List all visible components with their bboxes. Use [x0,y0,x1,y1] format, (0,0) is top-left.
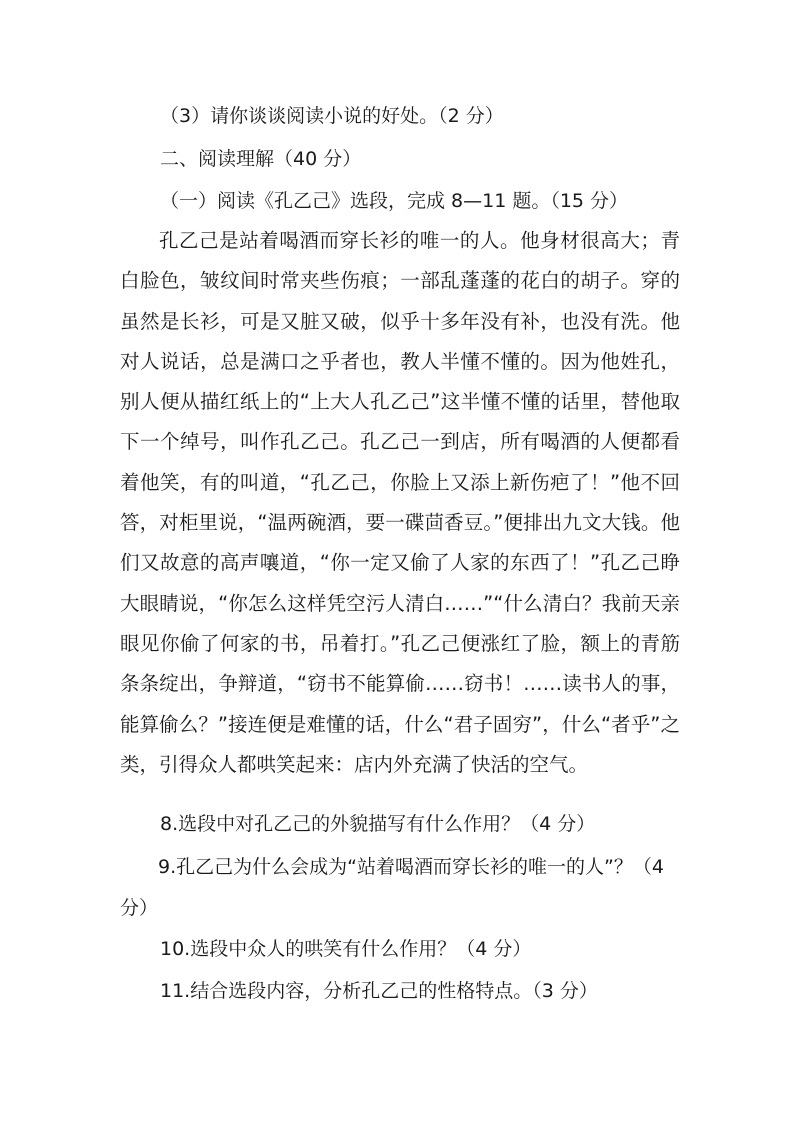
question-9: 9.孔乙己为什么会成为“站着喝酒而穿长衫的唯一的人”？（4 分） [120,856,664,919]
question-3: （3）请你谈谈阅读小说的好处。（2 分） [160,105,504,127]
passage-paragraph: 孔乙己是站着喝酒而穿长衫的唯一的人。他身材很高大；青白脸色，皱纹间时常夹些伤痕；一部乱蓬蓬的花白的胡子。穿的虽然是长衫，可是又脏又破，似乎十多年没有补，也没有洗。他对人说话，总是满口之乎者也，教人半懂不懂的。因为他姓孔，别人便从描红纸上的“上大人孔乙己”这半懂不懂的话里，替他取下一个绰号，叫作孔乙己。孔乙己一到店，所有喝酒的人便都看着他笑，有的叫道，“孔乙己，你脸上又添上新伤疤了！”他不回答，对柜里说，“温两碗酒，要一碟茴香豆。”便排出九文大钱。他们又故意的高声嚷道，“你一定又偷了人家的东西了！”孔乙己睁大眼睛说，“你怎么这样凭空污人清白……”“什么清白？我前天亲眼见你偷了何家的书，吊着打。”孔乙己便涨红了脸，额上的青筋条条绽出，争辩道，“窃书不能算偷……窃书！……读书人的事，能算偷么？”接连便是难懂的话，什么“君子固穷”，什么“者乎”之类，引得众人都哄笑起来：店内外充满了快活的空气。 [120,229,680,776]
part-1-intro: （一）阅读《孔乙己》选段，完成 8—11 题。（15 分） [160,190,629,212]
question-11: 11.结合选段内容，分析孔乙己的性格特点。（3 分） [160,980,598,1002]
section-heading-reading: 二、阅读理解（40 分） [160,148,362,170]
question-10: 10.选段中众人的哄笑有什么作用？（4 分） [160,938,532,960]
question-8: 8.选段中对孔乙己的外貌描写有什么作用？（4 分） [160,813,596,835]
